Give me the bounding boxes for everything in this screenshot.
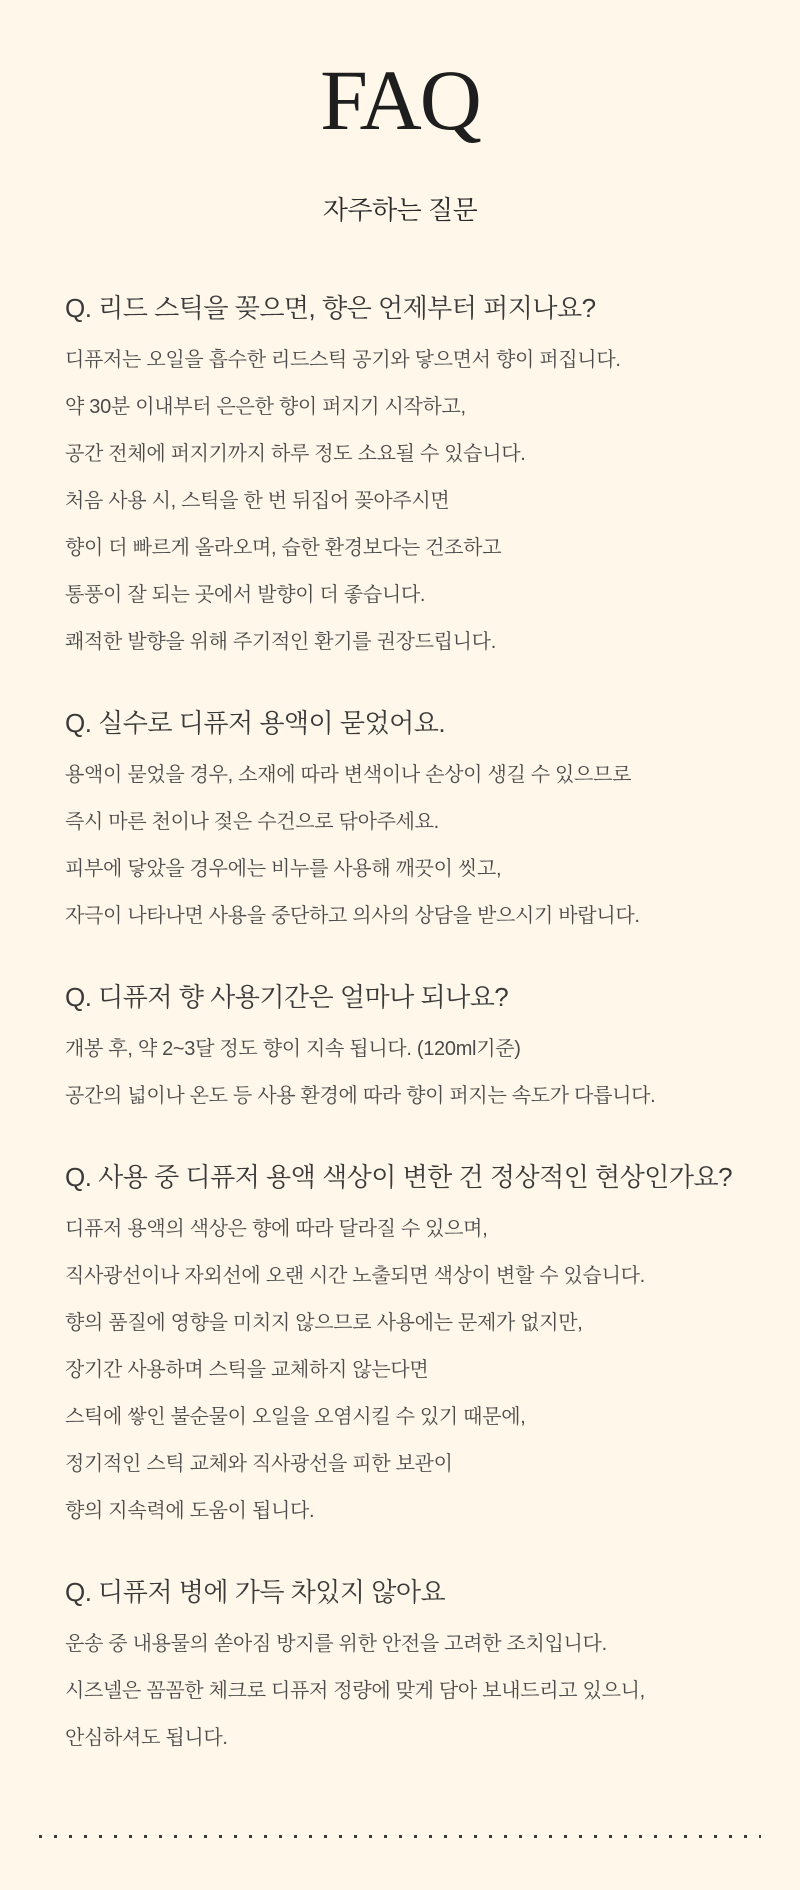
faq-question: Q. 디퓨저 향 사용기간은 얼마나 되나요? [65, 982, 509, 1012]
faq-answers [65, 1026, 735, 1120]
faq-answer-line: 디퓨저는 오일을 흡수한 리드스틱 공기와 닿으면서 향이 퍼집니다. [65, 349, 621, 371]
faq-answer-line: 자극이 나타나면 사용을 중단하고 의사의 상담을 받으시기 바랍니다. [65, 905, 640, 927]
faq-answer-line: 직사광선이나 자외선에 오랜 시간 노출되면 색상이 변할 수 있습니다. [65, 1265, 645, 1287]
faq-answer-line: 디퓨저 용액의 색상은 향에 따라 달라질 수 있으며, [65, 1218, 488, 1240]
faq-answer-line: 공간의 넓이나 온도 등 사용 환경에 따라 향이 퍼지는 속도가 다릅니다. [65, 1085, 656, 1107]
faq-question: Q. 실수로 디퓨저 용액이 묻었어요. [65, 708, 446, 738]
faq-answer-line: 개봉 후, 약 2~3달 정도 향이 지속 됩니다. (120ml기준) [65, 1038, 521, 1060]
faq-section-3 [65, 980, 735, 1120]
faq-answer-line: 즉시 마른 천이나 젖은 수건으로 닦아주세요. [65, 811, 439, 833]
faq-answers [65, 752, 735, 940]
faq-answer-line: 피부에 닿았을 경우에는 비누를 사용해 깨끗이 씻고, [65, 858, 502, 880]
faq-question: Q. 디퓨저 병에 가득 차있지 않아요 [65, 1577, 446, 1607]
faq-answer-line: 시즈넬은 꼼꼼한 체크로 디퓨저 정량에 맞게 담아 보내드리고 있으니, [65, 1680, 645, 1702]
faq-answer-line: 향의 지속력에 도움이 됩니다. [65, 1500, 315, 1522]
faq-answer-line: 통풍이 잘 되는 곳에서 발향이 더 좋습니다. [65, 584, 426, 606]
faq-subtitle: 자주하는 질문 [322, 195, 478, 225]
faq-answers [65, 337, 735, 666]
faq-answer-line: 운송 중 내용물의 쏟아짐 방지를 위한 안전을 고려한 조치입니다. [65, 1633, 607, 1655]
faq-answers [65, 1206, 735, 1535]
faq-section-2 [65, 706, 735, 940]
faq-answer-line: 쾌적한 발향을 위해 주기적인 환기를 권장드립니다. [65, 631, 496, 653]
faq-sections [0, 291, 800, 1762]
faq-answer-line: 스틱에 쌓인 불순물이 오일을 오염시킬 수 있기 때문에, [65, 1406, 526, 1428]
faq-answer-line: 향의 품질에 영향을 미치지 않으므로 사용에는 문제가 없지만, [65, 1312, 583, 1334]
faq-section-1 [65, 291, 735, 666]
faq-answer-line: 약 30분 이내부터 은은한 향이 퍼지기 시작하고, [65, 396, 466, 418]
faq-question: Q. 사용 중 디퓨저 용액 색상이 변한 건 정상적인 현상인가요? [65, 1162, 733, 1192]
faq-answer-line: 용액이 묻었을 경우, 소재에 따라 변색이나 손상이 생길 수 있으므로 [65, 764, 632, 786]
faq-section-5 [65, 1575, 735, 1762]
faq-question: Q. 리드 스틱을 꽂으면, 향은 언제부터 퍼지나요? [65, 293, 596, 323]
faq-answer-line: 공간 전체에 퍼지기까지 하루 정도 소요될 수 있습니다. [65, 443, 526, 465]
dotted-divider [39, 1835, 761, 1838]
faq-title: FAQ [320, 52, 480, 148]
faq-answers [65, 1621, 735, 1762]
faq-answer-line: 향이 더 빠르게 올라오며, 습한 환경보다는 건조하고 [65, 537, 502, 559]
faq-answer-line: 처음 사용 시, 스틱을 한 번 뒤집어 꽂아주시면 [65, 490, 450, 512]
faq-answer-line: 안심하셔도 됩니다. [65, 1727, 228, 1749]
faq-answer-line: 장기간 사용하며 스틱을 교체하지 않는다면 [65, 1359, 429, 1381]
faq-answer-line: 정기적인 스틱 교체와 직사광선을 피한 보관이 [65, 1453, 453, 1475]
faq-section-4 [65, 1160, 735, 1535]
faq-header [0, 0, 800, 227]
